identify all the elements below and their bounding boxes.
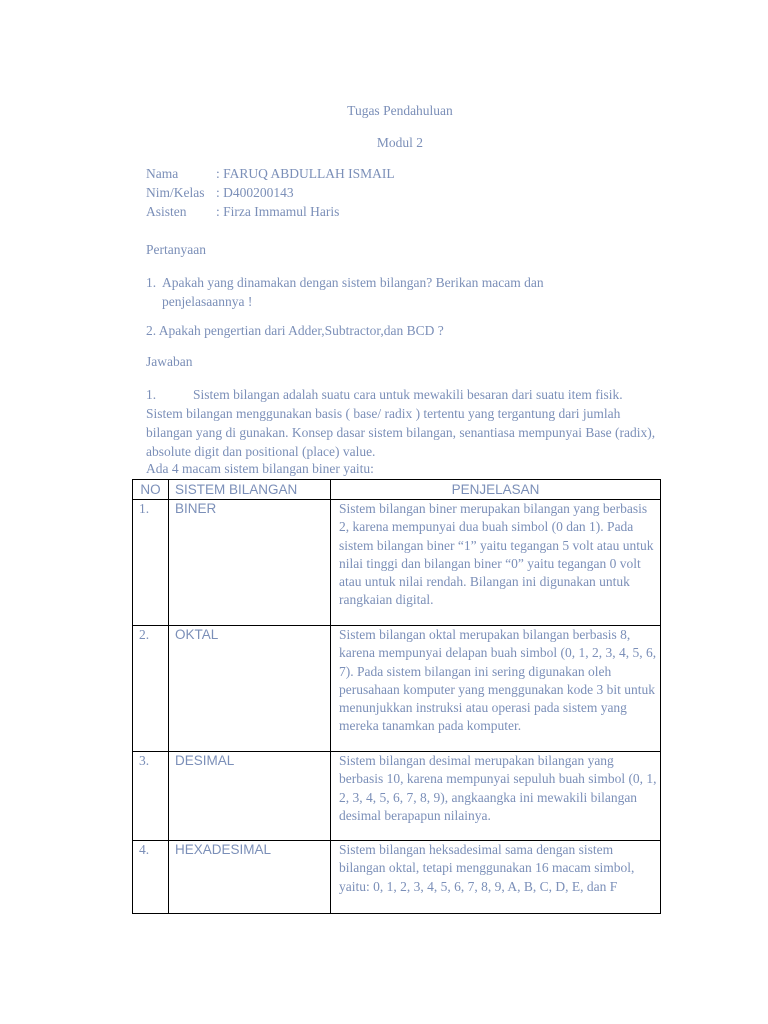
questions-heading: Pertanyaan xyxy=(146,242,206,257)
answers-heading: Jawaban xyxy=(146,354,193,369)
class-line xyxy=(146,185,294,201)
assistant-label: Asisten xyxy=(146,204,187,219)
table-intro: Ada 4 macam sistem bilangan biner yaitu: xyxy=(146,461,374,476)
row-system: DESIMAL xyxy=(169,752,331,841)
answer-1-number: 1. xyxy=(146,387,157,402)
header-no: NO xyxy=(133,480,169,500)
assistant-line xyxy=(146,204,339,220)
row-explanation: Sistem bilangan biner merupakan bilangan yang berbasis 2, karena mempunyai dua buah simbol (0 dan 1). Pada sistem bilangan biner “1” yaitu tegangan 5 volt atau untuk nilai tinggi dan bilangan biner “0” yaitu tegangan 0 volt atau untuk nilai rendah. Bilangan ini digunakan untuk rangkaian digital. xyxy=(331,500,661,626)
row-system: HEXADESIMAL xyxy=(169,841,331,914)
table-row xyxy=(133,841,661,914)
question-1-number: 1. xyxy=(146,275,157,290)
table-row xyxy=(133,626,661,752)
row-number: 1. xyxy=(133,500,169,626)
row-explanation: Sistem bilangan desimal merupakan bilangan yang berbasis 10, karena mempunyai sepuluh buah simbol (0, 1, 2, 3, 4, 5, 6, 7, 8, 9), angkaangka ini mewakili bilangan desimal berapapun nilainya. xyxy=(331,752,661,841)
table-row xyxy=(133,752,661,841)
table-row xyxy=(133,500,661,626)
header-system: SISTEM BILANGAN xyxy=(169,480,331,500)
answer-1-text: Sistem bilangan adalah suatu cara untuk mewakili besaran dari suatu item fisik. Sistem bilangan menggunakan basis ( base/ radix ) tertentu yang tergantung dari jumlah bilangan yang di gunakan. Konsep dasar sistem bilangan, senantiasa mempunyai Base (radix), absolute digit dan positional (place) value. xyxy=(146,387,656,459)
document-title: Tugas Pendahuluan xyxy=(347,103,453,118)
name-line xyxy=(146,166,395,182)
question-2: 2. Apakah pengertian dari Adder,Subtractor,dan BCD ? xyxy=(146,323,444,338)
header-explanation: PENJELASAN xyxy=(331,480,661,500)
row-explanation: Sistem bilangan heksadesimal sama dengan sistem bilangan oktal, tetapi menggunakan 16 macam simbol, yaitu: 0, 1, 2, 3, 4, 5, 6, 7, 8, 9, A, B, C, D, E, dan F xyxy=(331,841,661,914)
row-number: 2. xyxy=(133,626,169,752)
question-1 xyxy=(146,273,616,311)
table-header-row xyxy=(133,480,661,500)
class-value: : D400200143 xyxy=(216,185,294,200)
row-system: BINER xyxy=(169,500,331,626)
answer-1-paragraph xyxy=(146,385,658,461)
number-system-table xyxy=(132,479,661,914)
row-number: 4. xyxy=(133,841,169,914)
row-system: OKTAL xyxy=(169,626,331,752)
assistant-value: : Firza Immamul Haris xyxy=(216,204,340,219)
name-value: : FARUQ ABDULLAH ISMAIL xyxy=(216,166,395,181)
name-label: Nama xyxy=(146,166,179,181)
row-explanation: Sistem bilangan oktal merupakan bilangan berbasis 8, karena mempunyai delapan buah simbol (0, 1, 2, 3, 4, 5, 6, 7). Pada sistem bilangan ini sering digunakan oleh perusahaan komputer yang menggunakan kode 3 bit untuk menunjukkan instruksi atau operasi pada sistem yang mereka tanamkan pada komputer. xyxy=(331,626,661,752)
row-number: 3. xyxy=(133,752,169,841)
module-label: Modul 2 xyxy=(376,135,424,150)
question-1-text: Apakah yang dinamakan dengan sistem bilangan? Berikan macam dan penjelasaannya ! xyxy=(162,275,544,309)
class-label: Nim/Kelas xyxy=(146,185,205,200)
